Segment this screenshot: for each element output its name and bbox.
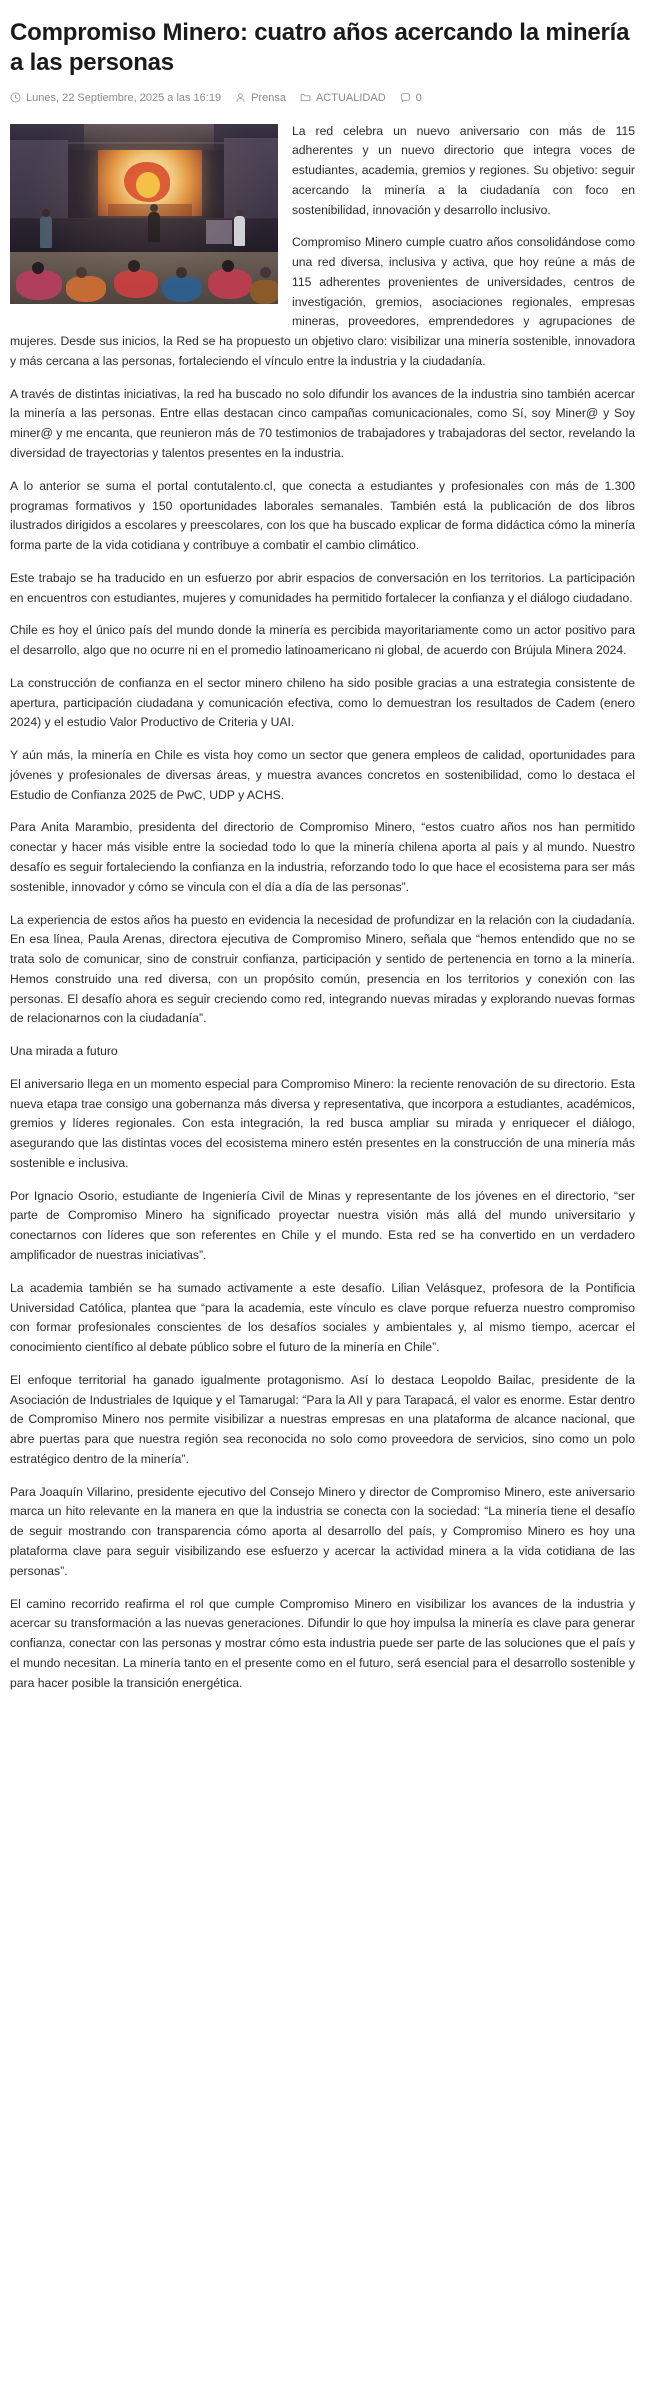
article-paragraph: Por Ignacio Osorio, estudiante de Ingeniería Civil de Minas y representante de los jóvenes en el directorio, “ser parte de Compromiso Minero ha significado proyectar nuestra visión más allá del mundo universitario y conectarnos con líderes que son referentes en Chile y el mundo. Esta red se ha convertido en un verdadero amplificador de nuestras iniciativas”. — [10, 1188, 635, 1263]
page-title: Compromiso Minero: cuatro años acercando la minería a las personas — [10, 19, 630, 76]
article-paragraph: Este trabajo se ha traducido en un esfuerzo por abrir espacios de conversación en los territorios. La participación en encuentros con estudiantes, mujeres y comunidades ha permitido fortalecer la confianza y el diálogo ciudadano. — [10, 570, 635, 605]
article-paragraph: A través de distintas iniciativas, la red ha buscado no solo difundir los avances de la industria sino también acercar la minería a las personas. Entre ellas destacan cinco campañas comunicacionales, como Sí, soy Miner@ y Soy miner@ y me encanta, que reunieron más de 70 testimonios de trabajadores y trabajadoras del sector, revelando la diversidad de trayectorias y talentos presentes en la industria. — [10, 386, 635, 460]
folder-icon — [300, 92, 311, 103]
article-paragraph: El camino recorrido reafirma el rol que cumple Compromiso Minero en visibilizar los avances de la industria y acercar su transformación a las nuevas generaciones. Difundir lo que hoy impulsa la minería es clave para generar confianza, conectar con las personas y mostrar cómo esta industria puede ser parte de las soluciones que el país y el mundo necesitan. La minería tanto en el presente como en el futuro, será esencial para el desarrollo sostenible y para hacer posible la transición energética. — [10, 1596, 635, 1690]
meta-comments — [400, 92, 422, 104]
meta-author-link[interactable]: Prensa — [251, 91, 286, 104]
article-paragraph: Para Anita Marambio, presidenta del directorio de Compromiso Minero, “estos cuatro años nos han permitido conectar y hacer más visible entre la sociedad todo lo que la minería chilena aporta al país y al mundo. Nuestro desafío es seguir fortaleciendo la confianza en la industria, reforzando todo lo que hace el ecosistema para ser más sostenible, innovador y cómo se vincula con el día a día de las personas”. — [10, 820, 635, 894]
article-paragraph: Y aún más, la minería en Chile es vista hoy como un sector que genera empleos de calidad, oportunidades para jóvenes y profesionales de diversas áreas, y muestra avances concretos en sostenibilidad, como lo destaca el Estudio de Confianza 2025 de PwC, UDP y ACHS. — [10, 748, 635, 802]
article-bottom-spacer — [10, 1706, 635, 1712]
article-photo — [10, 124, 278, 304]
article-paragraph: Para Joaquín Villarino, presidente ejecutivo del Consejo Minero y director de Compromiso Minero, este aniversario marca un hito relevante en la manera en que la industria se conecta con la sociedad: “La minería tiene el desafío de seguir mostrando con transparencia cómo aporta al desarrollo del país, y Compromiso Minero es hoy una plataforma clave para seguir visibilizando ese esfuerzo y acercar la actividad minera a la vida cotidiana de las personas”. — [10, 1484, 635, 1578]
article-subheading: Una mirada a futuro — [10, 1044, 118, 1059]
article-lead: La red celebra un nuevo aniversario con más de 115 adherentes y un nuevo directorio que integra voces de estudiantes, academia, gremios y regiones. Su objetivo: seguir acercando la minería a la ciudadanía con foco en sostenibilidad, innovación y desarrollo inclusivo. — [292, 123, 635, 217]
meta-category-link[interactable]: ACTUALIDAD — [315, 91, 386, 104]
article-figure — [10, 124, 278, 304]
article-paragraph: Compromiso Minero cumple cuatro años consolidándose como una red diversa, inclusiva y activa, que hoy reúne a más de 115 adherentes provenientes de universidades, centros de investigación, gremios, asociaciones regionales, empresas mineras, proveedores, emprendedores y agrupaciones de mujeres. Desde sus inicios, la Red se ha propuesto un objetivo claro: visibilizar una minería sostenible, innovadora y más cercana a las personas, fortaleciendo el vínculo entre la industria y la ciudadanía. — [10, 235, 635, 368]
comment-icon — [400, 92, 411, 103]
meta-comment-count: 0 — [415, 91, 422, 104]
article-paragraph: La experiencia de estos años ha puesto en evidencia la necesidad de profundizar en la relación con la ciudadanía. En esa línea, Paula Arenas, directora ejecutiva de Compromiso Minero, señala que “hemos entendido que no se trata solo de comunicar, sino de construir confianza, participación y sentido de pertenencia en torno a la minería. Hemos construido una red diversa, con un propósito común, presencia en los territorios y conexión con las personas. El desafío ahora es seguir creciendo como red, integrando nuevas miradas y explorando nuevas formas de relacionarnos con la ciudadanía”. — [10, 912, 635, 1026]
clock-icon — [10, 92, 21, 103]
meta-date-text: Lunes, 22 Septiembre, 2025 a las 16:19 — [26, 91, 222, 104]
article-lead-block — [10, 122, 635, 385]
meta-author — [235, 92, 286, 104]
user-icon — [235, 92, 246, 103]
article-paragraph: El aniversario llega en un momento especial para Compromiso Minero: la reciente renovación de su directorio. Esta nueva etapa trae consigo una gobernanza más diversa y representativa, que incorpora a estudiantes, académicos, gremios y líderes regionales. Con esta integración, la red busca ampliar su mirada y enriquecer el diálogo, asegurando que las distintas voces del ecosistema minero estén presentes en la construcción de una minería más sostenible e inclusiva. — [10, 1076, 635, 1170]
article-paragraph: Chile es hoy el único país del mundo donde la minería es percibida mayoritariamente como un actor positivo para el desarrollo, algo que no ocurre ni en el promedio latinoamericano ni global, de acuerdo con Brújula Minera 2024. — [10, 623, 635, 658]
article-meta-bar — [10, 92, 635, 112]
article-body — [10, 122, 635, 1713]
meta-category — [300, 92, 386, 104]
article-paragraph: La academia también se ha sumado activamente a este desafío. Lilian Velásquez, profesora de la Pontificia Universidad Católica, plantea que “para la academia, este vínculo es clave porque refuerza nuestro compromiso con formar profesionales conscientes de los desafíos sociales y ambientales y, al mismo tiempo, acercar el conocimiento científico al debate público sobre el futuro de la minería en Chile”. — [10, 1280, 635, 1355]
article-paragraph: La construcción de confianza en el sector minero chileno ha sido posible gracias a una estrategia consistente de apertura, participación ciudadana y comunicación efectiva, como lo demuestran los resultados de Cadem (enero 2024) y el estudio Valor Productivo de Criteria y UAI. — [10, 675, 635, 730]
article-paragraph: El enfoque territorial ha ganado igualmente protagonismo. Así lo destaca Leopoldo Bailac, presidente de la Asociación de Industriales de Iquique y el Tamarugal: “Para la AII y para Tarapacá, el valor es enorme. Estar dentro de Compromiso Minero nos permite visibilizar a nuestras empresas en una plataforma de alcance nacional, que abre puertas para que nuestra región sea reconocida no solo como proveedora de servicios, sino como un polo estratégico dentro de la minería”. — [10, 1372, 635, 1466]
article-paragraph: A lo anterior se suma el portal contutalento.cl, que conecta a estudiantes y profesionales con más de 1.300 programas formativos y 150 oportunidades laborales semanales. También está la publicación de dos libros ilustrados dirigidos a escolares y preescolares, con los que ha buscado explicar de forma didáctica cómo la minería forma parte de la vida cotidiana y contribuye a combatir el cambio climático. — [10, 478, 635, 553]
meta-date — [10, 92, 221, 104]
